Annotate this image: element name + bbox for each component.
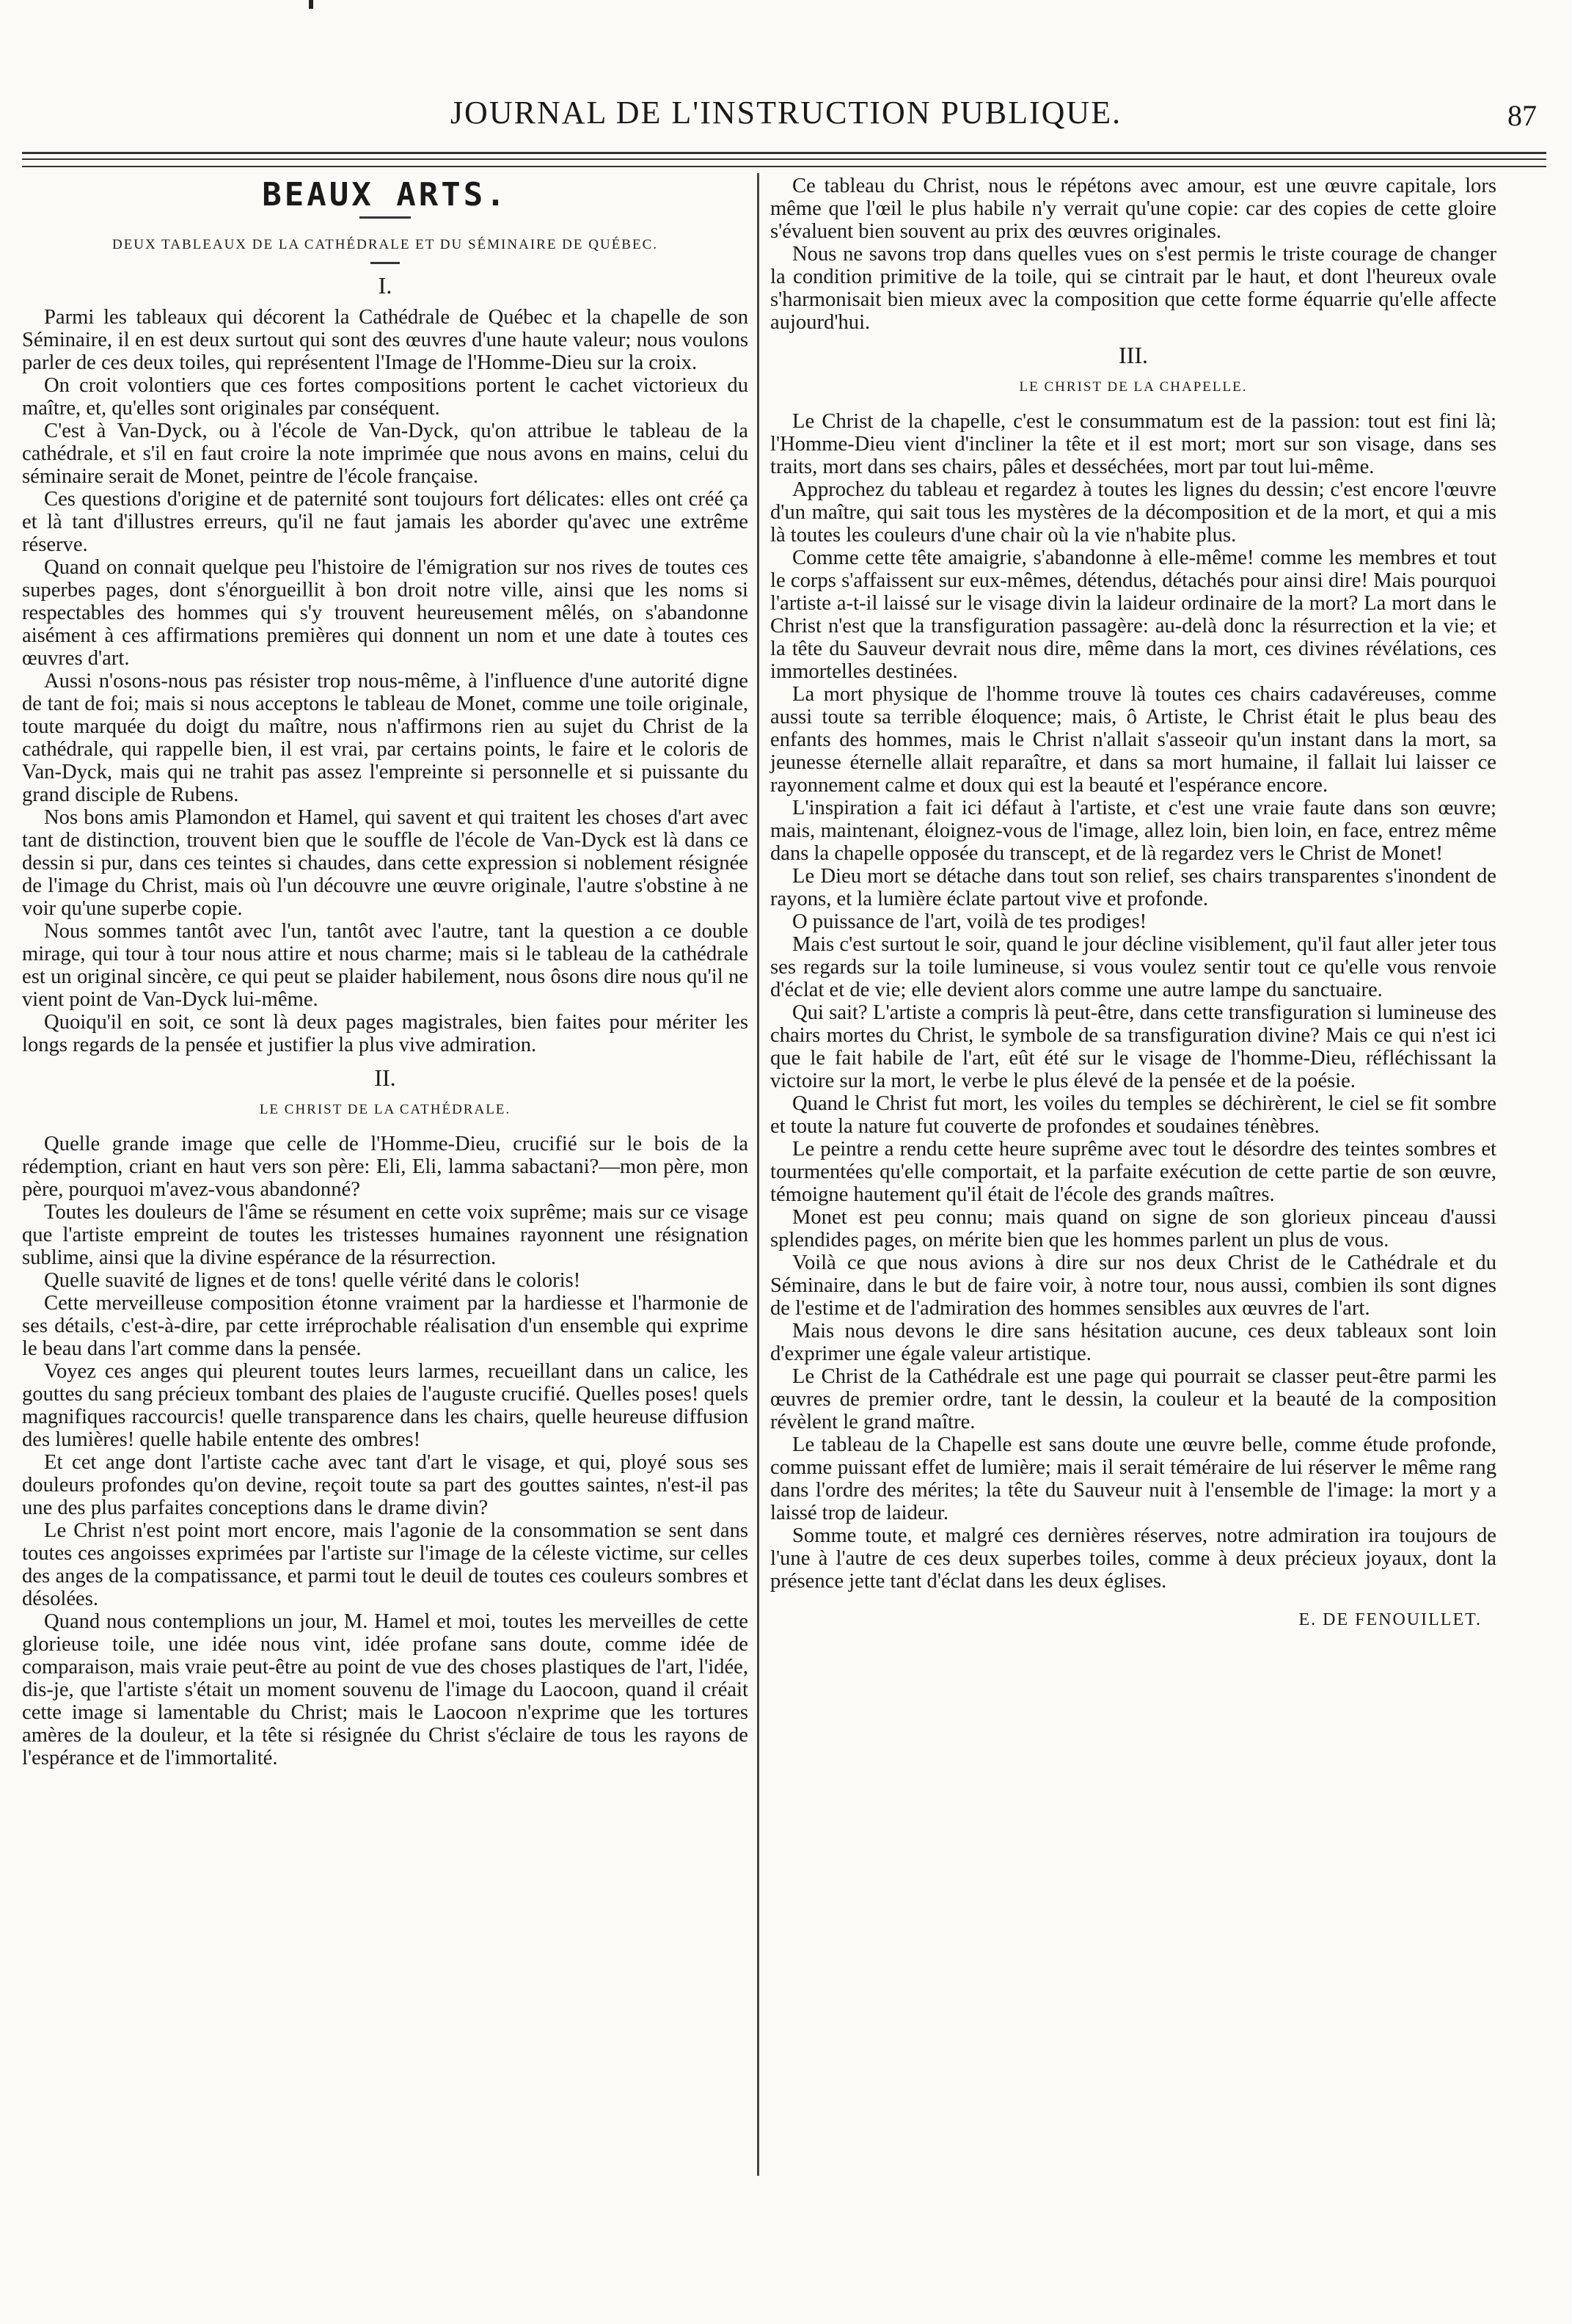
paragraph: Quand nous contemplions un jour, M. Hamel et moi, toutes les merveilles de cette glorieuse toile, une idée nous vint, idée profane sans doute, comme idée de comparaison, mais vraie peut-être au point de vue des choses plastiques de l'art, l'idée, dis-je, que l'artiste s'était un moment souvenu de l'image du Laocoon, quand il créait cette image si lamentable du Christ; mais le Laocoon n'exprime que les tortures amères de la douleur, et la tête si résignée du Christ s'éclaire de tous les rayons de l'espérance et de l'immortalité.: [22, 1610, 748, 1769]
header-rule: [22, 152, 1546, 154]
section-heading: LE CHRIST DE LA CATHÉDRALE.: [259, 1102, 511, 1117]
paragraph: Le Christ de la Cathédrale est une page qui pourrait se classer peut-être parmi les œuvres de premier ordre, tant le dessin, la couleur et la beauté de la composition révèlent le grand maître.: [770, 1365, 1496, 1433]
subtitle-rule: [370, 262, 400, 264]
section-heading: LE CHRIST DE LA CHAPELLE.: [1019, 379, 1248, 395]
paragraph: Le Dieu mort se détache dans tout son relief, ses chairs transparentes s'inondent de rayons, et la lumière éclate partout vive et profonde.: [770, 865, 1496, 910]
paragraph: Monet est peu connu; mais quand on signe de son glorieux pinceau d'aussi splendides pages, on mérite bien que les hommes parlent un plus de vous.: [770, 1206, 1496, 1251]
paragraph: Mais nous devons le dire sans hésitation aucune, ces deux tableaux sont loin d'exprimer une égale valeur artistique.: [770, 1320, 1496, 1365]
paragraph: Quelle suavité de lignes et de tons! quelle vérité dans le coloris!: [44, 1269, 581, 1292]
author-name: E. DE FENOUILLET.: [1298, 1610, 1482, 1629]
paragraph: Nous sommes tantôt avec l'un, tantôt avec l'autre, tant la question a ce double mirage, qui tour à tour nous attire et nous charme; mais si le tableau de la cathédrale est un original sincère, ce qui peut se plaider habilement, nous ôsons dire nous qu'il ne vient point de Van-Dyck lui-même.: [22, 920, 748, 1011]
paragraph: Voyez ces anges qui pleurent toutes leurs larmes, recueillant dans un calice, les gouttes du sang précieux tombant des plaies de l'auguste crucifié. Quelles poses! quels magnifiques raccourcis! quelle transparence dans les chairs, quelle heureuse diffusion des lumières! quelle habile entente des ombres!: [22, 1360, 748, 1451]
paragraph: Quand le Christ fut mort, les voiles du temples se déchirèrent, le ciel se fit sombre et toute la nature fut couverte de profondes et soudaines ténèbres.: [770, 1092, 1496, 1138]
paragraph: Aussi n'osons-nous pas résister trop nous-même, à l'influence d'une autorité digne de tant de foi; mais si nous acceptons le tableau de Monet, comme une toile originale, toute marquée du doigt du maître, nous n'affirmons rien au sujet du Christ de la cathédrale, qui rappelle bien, il est vrai, par certains points, le faire et le coloris de Van-Dyck, mais qui ne trahit pas assez l'empreinte si personnelle et si puissante du grand disciple de Rubens.: [22, 670, 748, 806]
paragraph: Le Christ n'est point mort encore, mais l'agonie de la consommation se sent dans toutes ces angoisses exprimées par l'artiste sur l'image de la céleste victime, sur celles des anges de la compatissance, et parmi tout le deuil de toutes ces couleurs sombres et désolées.: [22, 1519, 748, 1610]
paragraph: Toutes les douleurs de l'âme se résument en cette voix suprême; mais sur ce visage que l'artiste empreint de toutes les tristesses humaines rayonnent une résignation sublime, ainsi que la divine espérance de la résurrection.: [22, 1201, 748, 1269]
paragraph: Quand on connait quelque peu l'histoire de l'émigration sur nos rives de toutes ces superbes pages, dont s'énorgueillit à bon droit notre ville, ainsi que les noms si respectables des hommes qui s'y trouvent heureusement mêlés, on s'abandonne aisément à ces affirmations premières qui donnent un nom et une date à toutes ces œuvres d'art.: [22, 556, 748, 670]
print-speck: [309, 0, 313, 9]
section-numeral: II.: [374, 1064, 396, 1091]
page-number: 87: [1507, 99, 1537, 132]
journal-title: JOURNAL DE L'INSTRUCTION PUBLIQUE.: [450, 95, 1122, 131]
paragraph: Le Christ de la chapelle, c'est le consummatum est de la passion: tout est fini là; l'Homme-Dieu vient d'incliner la tête et il est mort; mort sur son visage, dans ses traits, mort dans ses chairs, pâles et desséchées, mort par tout lui-même.: [770, 410, 1496, 478]
paragraph: Quelle grande image que celle de l'Homme-Dieu, crucifié sur le bois de la rédemption, criant en haut vers son père: Eli, Eli, lamma sabactani?—mon père, mon père, pourquoi m'avez-vous abandonné?: [22, 1133, 748, 1201]
paragraph: On croit volontiers que ces fortes compositions portent le cachet victorieux du maître, et, qu'elles sont originales par conséquent.: [22, 374, 748, 420]
right-column: [770, 175, 1496, 1631]
page-header: [29, 94, 1543, 138]
author-signature: [770, 1609, 1496, 1631]
paragraph: Et cet ange dont l'artiste cache avec tant d'art le visage, et qui, ployé sous ses douleurs profondes qu'on devine, reçoit toute sa part des gouttes saintes, n'est-il pas une des plus parfaites conceptions dans le drame divin?: [22, 1451, 748, 1519]
paragraph: Quoiqu'il en soit, ce sont là deux pages magistrales, bien faites pour mériter les longs regards de la pensée et justifier la plus vive admiration.: [22, 1011, 748, 1056]
paragraph: Nous ne savons trop dans quelles vues on s'est permis le triste courage de changer la condition primitive de la toile, qui se cintrait par le haut, et dont l'heureux ovale s'harmonisait bien mieux avec la composition que cette forme équarrie qu'elle affecte aujourd'hui.: [770, 243, 1496, 334]
paragraph: Le tableau de la Chapelle est sans doute une œuvre belle, comme étude profonde, comme puissant effet de lumière; mais il serait téméraire de lui réserver le même rang dans l'ordre des mérites; la tête du Sauveur nuit à l'ensemble de l'image: la mort y a laissé trop de laideur.: [770, 1433, 1496, 1524]
paragraph: Ce tableau du Christ, nous le répétons avec amour, est une œuvre capitale, lors même que l'œil le plus habile n'y verrait qu'une copie: car des copies de cette gloire s'évaluent bien souvent au prix des œuvres originales.: [770, 175, 1496, 243]
paragraph: Qui sait? L'artiste a compris là peut-être, dans cette transfiguration si lumineuse des chairs mortes du Christ, le symbole de sa transfiguration divine? Mais ce qui n'est ici que le fait habile de l'art, eût été sur le visage de l'homme-Dieu, réfléchissant la victoire sur la mort, le verbe le plus élevé de la pensée et de la poésie.: [770, 1001, 1496, 1092]
paragraph: Ces questions d'origine et de paternité sont toujours fort délicates: elles ont créé ça et là tant d'illustres erreurs, qu'il ne faut jamais les aborder qu'avec une extrême réserve.: [22, 488, 748, 556]
paragraph: Nos bons amis Plamondon et Hamel, qui savent et qui traitent les choses d'art avec tant de distinction, trouvent bien que le souffle de l'école de Van-Dyck est là dans ce dessin si pur, dans ces teintes si chaudes, dans cette expression si noblement résignée de l'image du Christ, mais où l'un découvre une œuvre originale, l'autre s'obstine à ne voir qu'une superbe copie.: [22, 806, 748, 920]
paragraph: Cette merveilleuse composition étonne vraiment par la hardiesse et l'harmonie de ses détails, c'est-à-dire, par cette irréprochable réalisation d'un ensemble qui exprime le beau dans l'art comme dans la pensée.: [22, 1292, 748, 1360]
paragraph: Parmi les tableaux qui décorent la Cathédrale de Québec et la chapelle de son Séminaire, il en est deux surtout qui sont des œuvres d'une haute valeur; nous voulons parler de ces deux toiles, qui représentent l'Image de l'Homme-Dieu sur la croix.: [22, 306, 748, 374]
paragraph: Voilà ce que nous avions à dire sur nos deux Christ de le Cathédrale et du Séminaire, dans le but de faire voir, à notre tour, nous aussi, combien ils sont dignes de l'estime et de l'admiration des hommes sensibles aux œuvres de l'art.: [770, 1251, 1496, 1320]
header-rule: [22, 166, 1546, 167]
paragraph: L'inspiration a fait ici défaut à l'artiste, et c'est une vraie faute dans son œuvre; mais, maintenant, éloignez-vous de l'image, allez loin, bien loin, en face, entrez même dans la chapelle opposée du transcept, et de là regardez vers le Christ de Monet!: [770, 797, 1496, 865]
paragraph: Mais c'est surtout le soir, quand le jour décline visiblement, qu'il faut aller jeter tous ses regards sur la toile lumineuse, si vous voulez sentir tout ce qu'elle vous renvoie d'éclat et de vie; elle devient alors comme une autre lampe du sanctuaire.: [770, 933, 1496, 1001]
section-numeral: III.: [1119, 342, 1148, 368]
paragraph: Comme cette tête amaigrie, s'abandonne à elle-même! comme les membres et tout le corps s'affaissent sur eux-mêmes, détendus, détachés pour ainsi dire! Mais pourquoi l'artiste a-t-il laissé sur le visage divin la laideur ordinaire de la mort? La mort dans le Christ n'est que la transfiguration passagère: au-delà donc la résurrection et la vie; et la tête du Sauveur devrait nous dire, même dans la mort, ces divines révélations, ces immortelles destinées.: [770, 547, 1496, 683]
paragraph: La mort physique de l'homme trouve là toutes ces chairs cadavéreuses, comme aussi toute sa terrible éloquence; mais, ô Artiste, le Christ était le plus beau des enfants des hommes, mais le Christ n'allait s'asseoir qu'un instant dans la mort, sa jeunesse éternelle allait reparaître, et dans sa mort humaine, il fallait lui laisser ce rayonnement calme et doux qui est la beauté et l'espérance encore.: [770, 683, 1496, 797]
header-rule: [22, 158, 1546, 160]
article-subtitle: DEUX TABLEAUX DE LA CATHÉDRALE ET DU SÉMINAIRE DE QUÉBEC.: [111, 237, 658, 252]
paragraph: Le peintre a rendu cette heure suprême avec tout le désordre des teintes sombres et tourmentées qu'elle comportait, et la parfaite exécution de cette partie de son œuvre, témoigne hautement qu'il était de l'école des grands maîtres.: [770, 1138, 1496, 1206]
heading-rule: [359, 216, 411, 219]
paragraph: C'est à Van-Dyck, ou à l'école de Van-Dyck, qu'on attribue le tableau de la cathédrale, et s'il en faut croire la note imprimée que nous avons en mains, celui du séminaire serait de Monet, peintre de l'école française.: [22, 420, 748, 488]
paragraph: Approchez du tableau et regardez à toutes les lignes du dessin; c'est encore l'œuvre d'un maître, qui sait tous les mystères de la décomposition et de la mort, et qui a mis là toutes les couleurs d'une chair où la vie n'habite plus.: [770, 478, 1496, 547]
left-column: [22, 175, 748, 1769]
paragraph: O puissance de l'art, voilà de tes prodiges!: [792, 910, 1147, 933]
article-heading: BEAUX ARTS.: [262, 176, 508, 213]
column-divider: [757, 173, 759, 2176]
paragraph: Somme toute, et malgré ces dernières réserves, notre admiration ira toujours de l'une à l'autre de ces deux superbes toiles, comme à deux précieux joyaux, dont la présence jette tant d'éclat dans les deux églises.: [770, 1524, 1496, 1593]
section-numeral: I.: [378, 272, 392, 299]
